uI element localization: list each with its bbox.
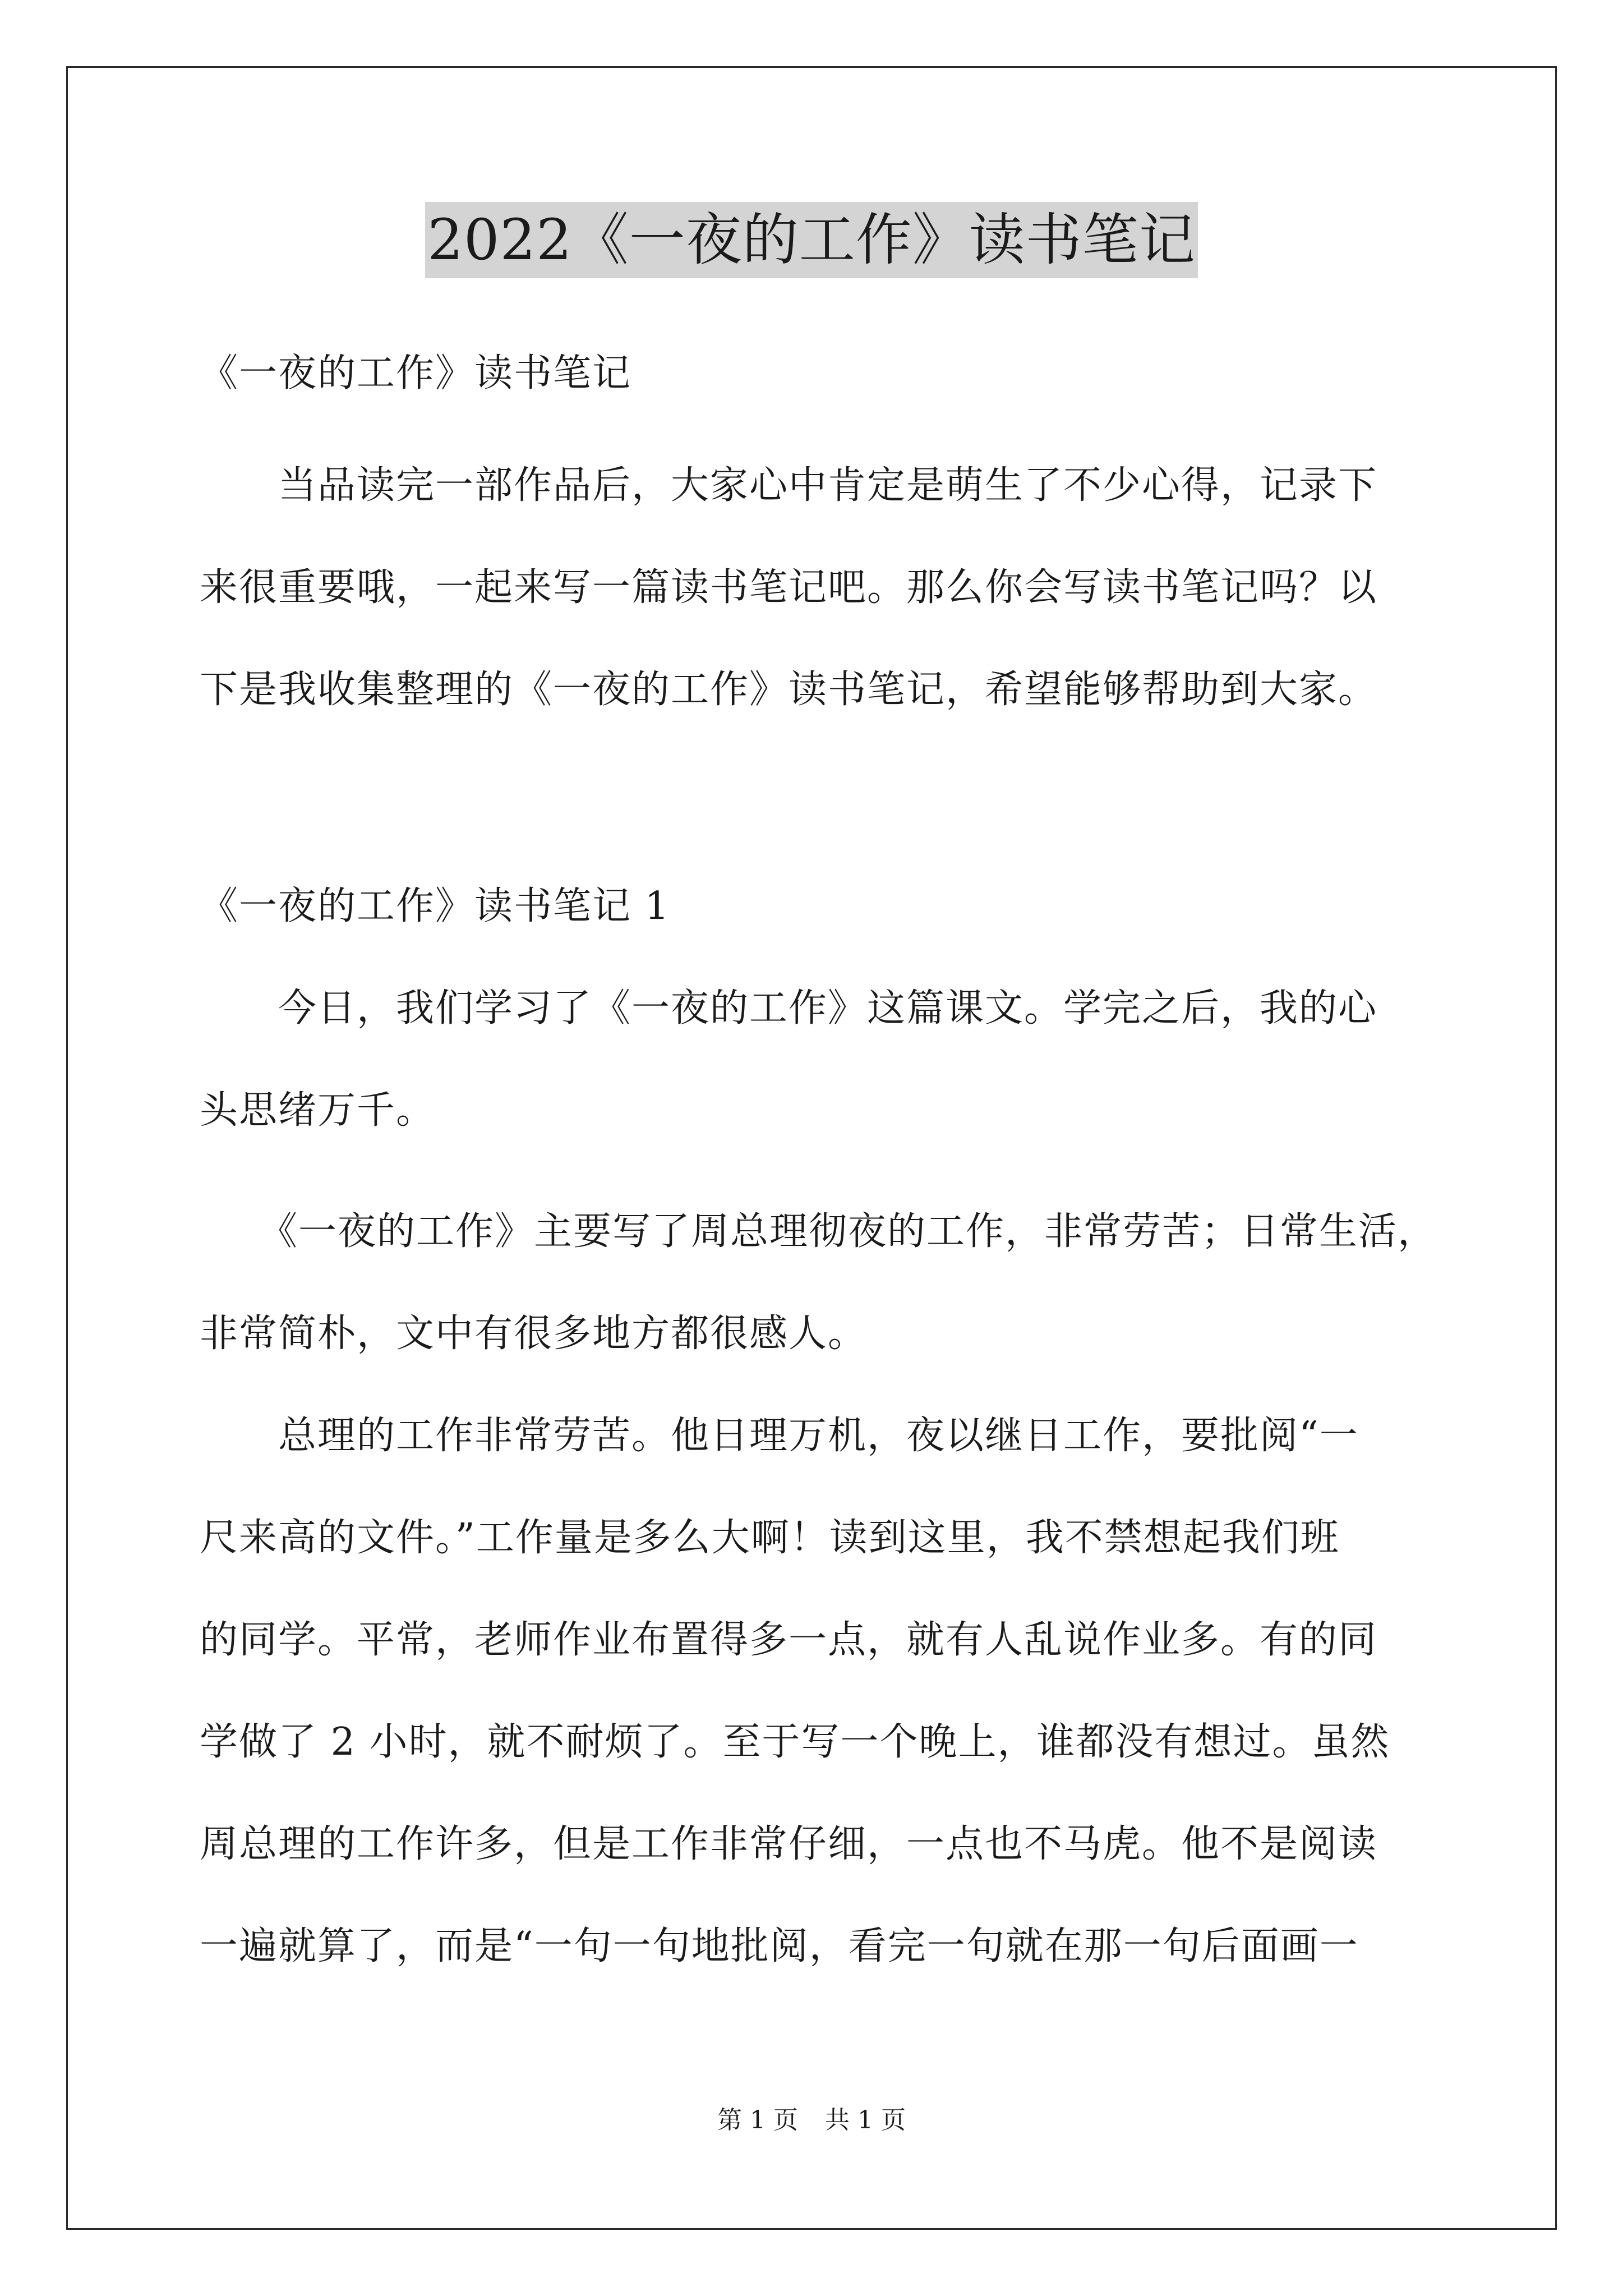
paragraph-line: 一遍就算了，而是“一句一句地批阅，看完一句就在那一句后面画一: [200, 1924, 1359, 1968]
paragraph-line: 的同学。平常，老师作业布置得多一点，就有人乱说作业多。有的同: [200, 1618, 1378, 1662]
paragraph-line: 学做了 2 小时，就不耐烦了。至于写一个晚上，谁都没有想过。虽然: [200, 1720, 1390, 1764]
paragraph-line: 来很重要哦，一起来写一篇读书笔记吧。那么你会写读书笔记吗？以: [200, 565, 1378, 610]
page-total: 共 1 页: [825, 2106, 906, 2134]
title-container: [0, 202, 1623, 278]
section-heading: 《一夜的工作》读书笔记 1: [200, 884, 670, 928]
paragraph-line: 非常简朴，文中有很多地方都很感人。: [200, 1312, 868, 1356]
page-number: 第 1 页: [717, 2106, 798, 2134]
document-title: 2022《一夜的工作》读书笔记: [425, 202, 1198, 278]
page-footer: [0, 2105, 1623, 2136]
paragraph-line: 周总理的工作许多，但是工作非常仔细，一点也不马虎。他不是阅读: [200, 1822, 1378, 1866]
paragraph-line: 总理的工作非常劳苦。他日理万机，夜以继日工作，要批阅“一: [200, 1414, 1359, 1458]
paragraph-line: 尺来高的文件。”工作量是多么大啊！读到这里，我不禁想起我们班: [200, 1516, 1340, 1560]
paragraph-line: 下是我收集整理的《一夜的工作》读书笔记，希望能够帮助到大家。: [200, 668, 1378, 712]
paragraph-line: 《一夜的工作》主要写了周总理彻夜的工作，非常劳苦；日常生活，: [200, 1209, 1437, 1254]
paragraph-line: 今日，我们学习了《一夜的工作》这篇课文。学完之后，我的心: [200, 986, 1378, 1030]
paragraph-line: 当品读完一部作品后，大家心中肯定是萌生了不少心得，记录下: [200, 463, 1378, 508]
section-heading: 《一夜的工作》读书笔记: [200, 351, 632, 395]
paragraph-line: 头思绪万千。: [200, 1088, 436, 1133]
